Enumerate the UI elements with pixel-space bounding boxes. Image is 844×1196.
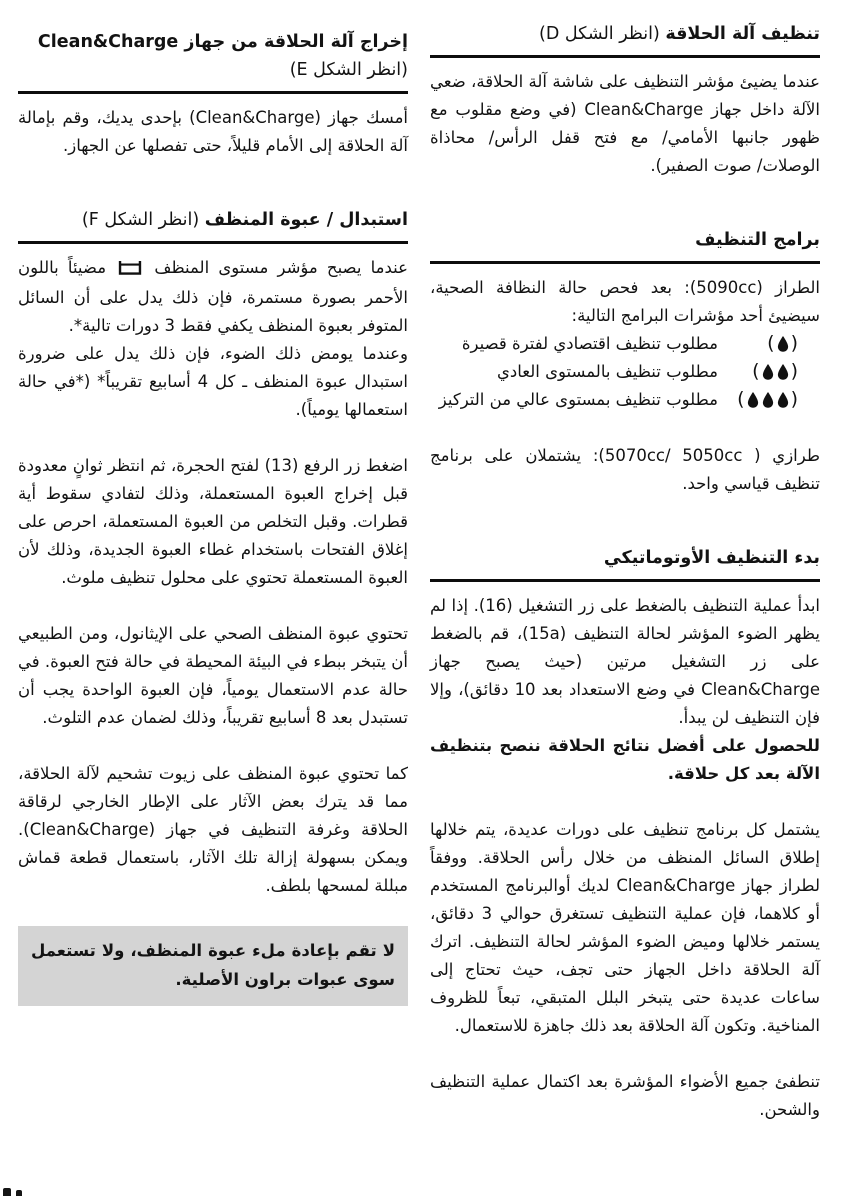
paragraph: يشتمل كل برنامج تنظيف على دورات عديدة، يتم خلالها إطلاق السائل المنظف من خلال رأس الحلاقة. ووفقاً لطراز جهاز Clean&Charge لديك أوالبرنامج المستخدم أو كلاهما، فإن عملية التنظيف تستغرق حوالي 3 دقائق، يستمر خلالها وميض الضوء المؤشر لحالة التنظيف. اترك آلة الحلاقة داخل الجهاز حتى تجف، حيث تحتاج إلى ساعات عديدة حتى يتبخر البلل المتبقي، تبعاً للظروف المناخية. وتكون آلة الحلاقة بعد ذلك جاهزة للاستعمال. (430, 820, 820, 1035)
section-removing-shaver (18, 28, 408, 160)
paragraph: الطراز (5090cc): بعد فحص حالة النظافة الصحية، سيضيئ أحد مؤشرات البرامج التالية: (430, 278, 820, 325)
heading-bold-text: استبدال / عبوة المنظف (204, 210, 408, 230)
paragraph-text-after-icon: مضيئاً باللون الأحمر بصورة مستمرة، فإن ذلك يدل على أن السائل المتوفر بعبوة المنظف يكفي فقط 3 دورات تالية*. (18, 258, 408, 335)
heading-bold-text: بدء التنظيف الأوتوماتيكي (603, 548, 820, 568)
section-auto-cleaning (430, 544, 820, 1124)
paragraph: تنطفئ جميع الأضواء المؤشرة بعد اكتمال عملية التنظيف والشحن. (430, 1072, 820, 1119)
two-column-layout (16, 20, 820, 1124)
column-left (18, 20, 408, 1124)
paragraph: وعندما يومض ذلك الضوء، فإن ذلك يدل على ضرورة استبدال عبوة المنظف ـ كل 4 أسابيع تقريباً* (*في حالة استعمالها يومياً). (18, 344, 408, 419)
section-heading (430, 226, 820, 264)
paren-open: ( (737, 387, 745, 410)
program-row-intensive (430, 386, 798, 414)
section-heading (18, 206, 408, 244)
paren-close: ) (790, 331, 798, 354)
droplet-icon (777, 364, 789, 380)
droplet-icon (747, 392, 759, 408)
paragraph: طرازي ( ⁦5070cc/ 5050cc⁩): يشتملان على برنامج تنظيف قياسي واحد. (430, 446, 821, 493)
droplet-indicator-3 (718, 387, 798, 410)
droplet-icon (762, 392, 774, 408)
program-label: مطلوب تنظيف بمستوى عالي من التركيز (438, 390, 718, 409)
section-heading (430, 20, 820, 58)
paragraph: كما تحتوي عبوة المنظف على زيوت تشحيم لآلة الحلاقة، مما قد يترك بعض الآثار على الإطار الخارجي لرقاقة الحلاقة وغرفة التنظيف في جهاز (Clean&Charge). ويمكن بسهولة إزالة تلك الآثار، باستعمال قطعة قماش مبللة لمسحها بلطف. (18, 764, 408, 895)
section-cleaning-programs (430, 226, 820, 498)
heading-figure-ref: (انظر الشكل E) (289, 60, 408, 80)
section-heading (430, 544, 820, 582)
section-replacing-cartridge (18, 206, 408, 1006)
paren-open: ( (767, 331, 775, 354)
paren-close: ) (790, 387, 798, 410)
section-cleaning-shaver (430, 20, 820, 180)
paren-open: ( (752, 359, 760, 382)
program-list (430, 330, 820, 414)
paragraph: تحتوي عبوة المنظف الصحي على الإيثانول، ومن الطبيعي أن يتبخر ببطء في البيئة المحيطة في حالة فتح العبوة. في حالة عدم الاستعمال يومياً، فإن العبوة الواحدة يجب أن تستبدل بعد 8 أسابيع تقريباً، وذلك لضمان عدم التلوث. (18, 624, 408, 727)
droplet-icon (762, 364, 774, 380)
program-label: مطلوب تنظيف بالمستوى العادي (497, 362, 718, 381)
paragraph: اضغط زر الرفع (13) لفتح الحجرة، ثم انتظر ثوانٍ معدودة قبل إخراج العبوة المستعملة، وذلك لتفادي سقوط أية قطرات. وقبل التخلص من العبوة المستعملة، احرص على إغلاق الفتحات باستخدام غطاء العبوة الجديدة، وذلك لأن العبوة المستعملة تحتوي على محلول تنظيف ملوث. (18, 456, 408, 587)
paren-close: ) (790, 359, 798, 382)
warning-note: لا تقم بإعادة ملء عبوة المنظف، ولا تستعمل سوى عبوات براون الأصلية. (18, 926, 408, 1006)
heading-bold-text: تنظيف آلة الحلاقة (665, 24, 820, 44)
heading-bold-text: برامج التنظيف (695, 230, 820, 250)
droplet-indicator-1 (718, 331, 798, 354)
paragraph-with-icon (18, 254, 408, 340)
program-row-short (430, 330, 798, 358)
program-row-normal (430, 358, 798, 386)
heading-figure-ref: (انظر الشكل D) (539, 24, 666, 44)
paragraph: عندما يضيئ مؤشر التنظيف على شاشة آلة الحلاقة، ضعي الآلة داخل جهاز Clean&Charge (في وضع مقلوب مع ظهور جانبها الأمامي/ مع فتح قفل الرأس/ محاذاة الوصلات/ صوت الصفير). (430, 72, 820, 175)
paragraph: ابدأ عملية التنظيف بالضغط على زر التشغيل (16). إذا لم يظهر الضوء المؤشر لحالة التنظيف (15a)، قم بالضغط على زر التشغيل مرتين (حيث يصبح جهاز Clean&Charge في وضع الاستعداد بعد 10 دقائق)، وإلا فإن التنظيف لن يبدأ. (430, 596, 821, 727)
droplet-icon (777, 336, 789, 352)
program-label: مطلوب تنظيف اقتصادي لفترة قصيرة (461, 334, 718, 353)
heading-figure-ref: (انظر الشكل F) (81, 210, 205, 230)
heading-bold-text: إخراج آلة الحلاقة من جهاز Clean&Charge (37, 32, 408, 52)
paragraph: أمسك جهاز (Clean&Charge) بإحدى يديك، وقم بإمالة آلة الحلاقة إلى الأمام قليلاً، حتى تفصلها عن الجهاز. (18, 108, 408, 155)
droplet-indicator-2 (718, 359, 798, 382)
cleaner-level-icon (118, 256, 142, 284)
column-right (430, 20, 820, 1124)
clipped-page-number (3, 1186, 33, 1193)
section-heading (18, 28, 408, 94)
droplet-icon (777, 392, 789, 408)
paragraph-text-before-icon: عندما يصبح مؤشر مستوى المنظف (154, 258, 408, 277)
paragraph-bold-advice: للحصول على أفضل نتائج الحلاقة ننصح بتنظيف الآلة بعد كل حلاقة. (430, 736, 820, 783)
